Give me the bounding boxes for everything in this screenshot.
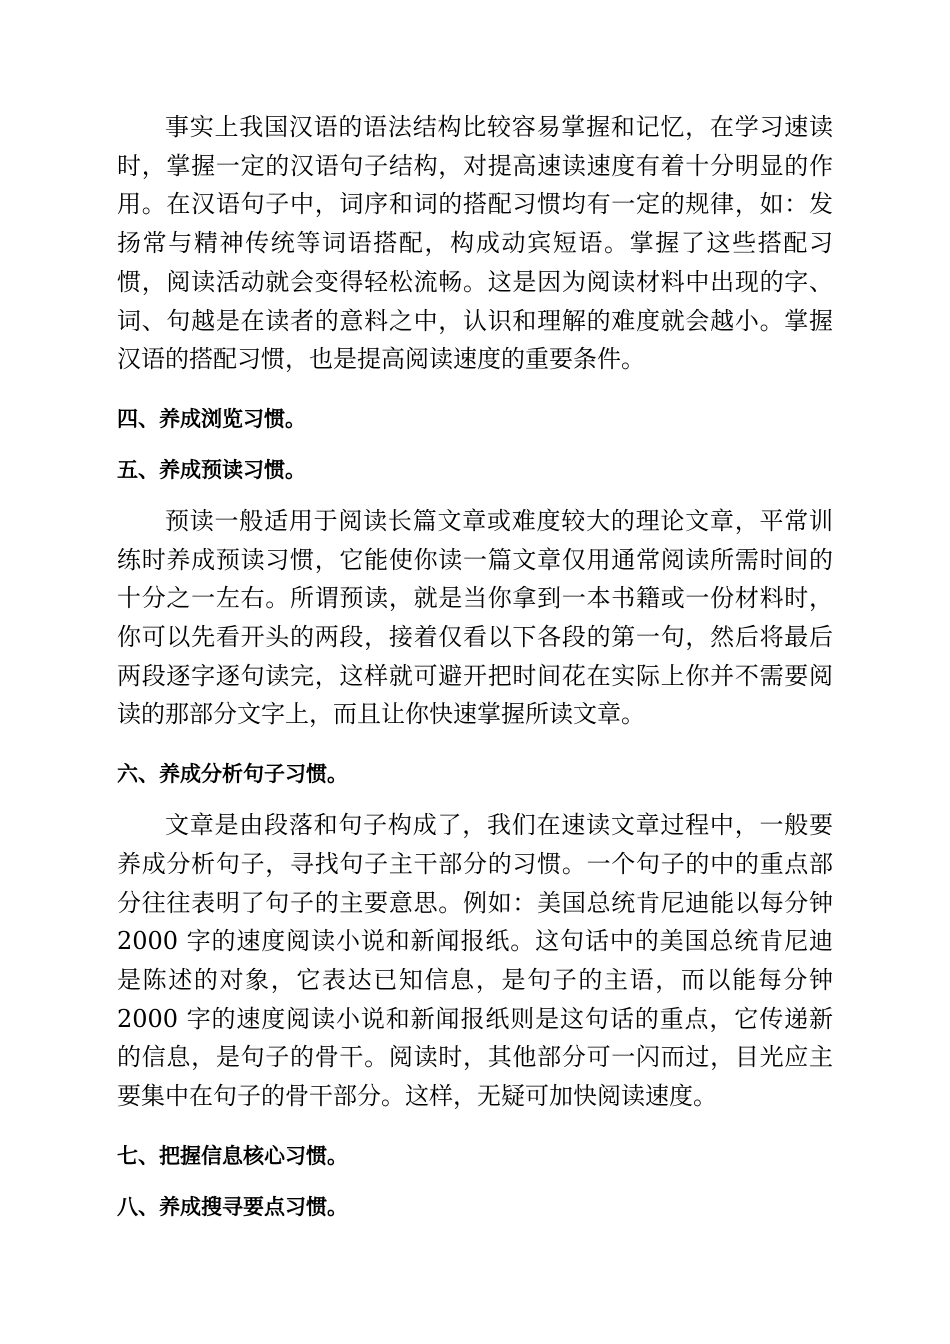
heading-preread-habit: 五、养成预读习惯。 — [117, 457, 306, 482]
heading-browse-habit: 四、养成浏览习惯。 — [117, 406, 306, 431]
heading-info-core-habit: 七、把握信息核心习惯。 — [117, 1143, 348, 1168]
heading-sentence-analysis-habit: 六、养成分析句子习惯。 — [117, 762, 348, 787]
paragraph-sentence-analysis: 文章是由段落和句子构成了，我们在速读文章过程中，一般要养成分析句子，寻找句子主干部分的习惯。一个句子的中的重点部分往往表明了句子的主要意思。例如：美国总统肯尼迪能以每分钟 2000 字的速度阅读小说和新闻报纸。这句话中的美国总统肯尼迪是陈述的对象，它表达已知信息，是句子的主语，而以能每分钟 2000 字的速度阅读小说和新闻报纸则是这句话的重点，它传递新的信息，是句子的骨干。阅读时，其他部分可一闪而过，目光应主要集中在句子的骨干部分。这样，无疑可加快阅读速度。 — [117, 811, 833, 1111]
heading-key-points-habit: 八、养成搜寻要点习惯。 — [117, 1194, 348, 1219]
paragraph-preread: 预读一般适用于阅读长篇文章或难度较大的理论文章，平常训练时养成预读习惯，它能使你读一篇文章仅用通常阅读所需时间的十分之一左右。所谓预读，就是当你拿到一本书籍或一份材料时，你可以先看开头的两段，接着仅看以下各段的第一句，然后将最后两段逐字逐句读完，这样就可避开把时间花在实际上你并不需要阅读的那部分文字上，而且让你快速掌握所读文章。 — [117, 506, 833, 729]
paragraph-grammar-structure: 事实上我国汉语的语法结构比较容易掌握和记忆，在学习速读时，掌握一定的汉语句子结构，对提高速读速度有着十分明显的作用。在汉语句子中，词序和词的搭配习惯均有一定的规律，如：发扬常与精神传统等词语搭配，构成动宾短语。掌握了这些搭配习惯，阅读活动就会变得轻松流畅。这是因为阅读材料中出现的字、词、句越是在读者的意料之中，认识和理解的难度就会越小。掌握汉语的搭配习惯，也是提高阅读速度的重要条件。 — [117, 113, 833, 374]
document-page — [117, 108, 833, 1221]
